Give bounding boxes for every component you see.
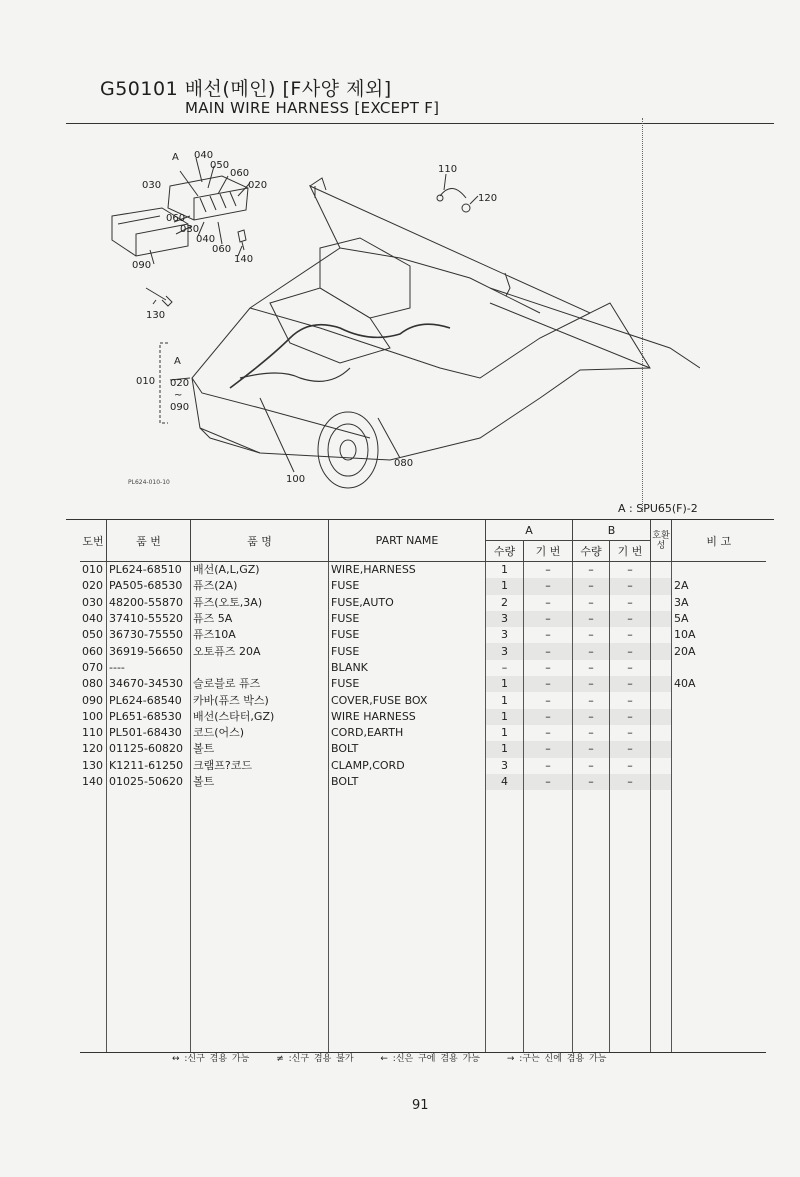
compatibility-mark [651,562,672,579]
basic-model-a: – [524,627,573,643]
empty-cell [107,790,191,1053]
remark [672,660,766,676]
part-number-index: 040 [82,612,103,626]
basic-model-a: – [524,692,573,708]
table-row [80,643,766,659]
part-number: 01025-50620 [107,774,191,790]
compatibility-legend [172,1051,628,1064]
part-name-english: COVER,FUSE BOX [329,692,486,708]
basic-model-b: – [610,660,651,676]
callout-010: 010 [136,376,156,387]
callout-030: 030 [142,180,162,191]
compatibility-mark [651,660,672,676]
basic-model-a: – [524,709,573,725]
callout-130: 130 [146,310,166,321]
part-number: 01125-60820 [107,741,191,757]
callout-020: 020 [248,180,268,191]
basic-model-b: – [610,578,651,594]
col-header-compat: 호환성 [651,520,672,562]
callout-040-b: 040 [196,234,216,245]
quantity-a: 3 [486,611,524,627]
legend-item: ≠ :신구 겸용 불가 [276,1054,354,1064]
quantity-b: – [573,595,610,611]
basic-model-b: – [610,676,651,692]
part-number-index: 090 [82,693,103,707]
vehicle-body-shape [192,186,650,460]
clamp-shape [146,288,172,306]
col-header-basic-b: 기 번 [610,541,651,562]
part-number-index: 080 [82,677,103,691]
part-name-english: FUSE,AUTO [329,595,486,611]
quantity-b: – [573,578,610,594]
part-name-english: BLANK [329,660,486,676]
table-row [80,627,766,643]
part-name-korean: 배선(스타터,GZ) [191,709,329,725]
table-empty-space [80,790,766,1053]
col-header-part-name: PART NAME [329,520,486,562]
part-number-index: 030 [82,595,103,609]
callout-range-sign: ~ [174,390,183,401]
part-name-korean [191,660,329,676]
basic-model-a: – [524,562,573,579]
part-number-index: 130 [82,758,103,772]
empty-cell [486,790,524,1053]
quantity-a: 1 [486,578,524,594]
part-number: 36730-75550 [107,627,191,643]
part-name-english: FUSE [329,643,486,659]
basic-model-b: – [610,595,651,611]
quantity-b: – [573,692,610,708]
callout-050: 050 [210,160,230,171]
basic-model-b: – [610,562,651,579]
part-name-korean: 코드(어스) [191,725,329,741]
remark: 2A [672,578,766,594]
part-number: K1211-61250 [107,758,191,774]
quantity-b: – [573,643,610,659]
part-name-english: FUSE [329,627,486,643]
quantity-a: 1 [486,709,524,725]
figure-reference-code: PL624-010-10 [128,479,170,486]
part-name-korean: 오토퓨즈 20A [191,643,329,659]
callout-020-b: 020 [170,378,190,389]
part-name-korean: 크램프?코드 [191,758,329,774]
remark: 3A [672,595,766,611]
compatibility-mark [651,595,672,611]
part-name-english: WIRE,HARNESS [329,562,486,579]
callout-030-b: 030 [180,224,200,235]
table-row [80,692,766,708]
basic-model-b: – [610,774,651,790]
col-header-qty-a: 수량 [486,541,524,562]
compatibility-mark [651,611,672,627]
callout-100: 100 [286,474,306,485]
part-number: 34670-34530 [107,676,191,692]
table-row [80,562,766,579]
callout-A-top: A [172,152,179,163]
part-name-english: CLAMP,CORD [329,758,486,774]
part-name-korean: 퓨즈(2A) [191,578,329,594]
table-row [80,676,766,692]
col-header-part-no: 품 번 [107,520,191,562]
part-number-index: 050 [82,628,103,642]
quantity-a: 3 [486,627,524,643]
part-name-english: BOLT [329,741,486,757]
callout-120: 120 [478,193,498,204]
table-row [80,774,766,790]
remark [672,774,766,790]
basic-model-a: – [524,578,573,594]
english-title: MAIN WIRE HARNESS [EXCEPT F] [185,99,440,117]
part-number-index: 010 [82,563,103,577]
legend-item: ← :신은 구에 겸용 가능 [380,1054,480,1064]
remark [672,709,766,725]
quantity-a: 1 [486,741,524,757]
quantity-a: 1 [486,725,524,741]
callout-060-b: 060 [166,213,186,224]
wheel-shape [318,412,378,488]
part-name-english: FUSE [329,611,486,627]
empty-cell [524,790,573,1053]
table-row [80,725,766,741]
part-number: ---- [107,660,191,676]
compatibility-mark [651,774,672,790]
legend-item: → :구는 신에 겸용 가능 [506,1054,607,1064]
quantity-b: – [573,758,610,774]
quantity-b: – [573,562,610,579]
page-number: 91 [412,1098,429,1113]
exploded-parts-diagram [110,138,700,498]
callout-090-b: 090 [170,402,190,413]
title-rule [66,123,774,124]
compatibility-mark [651,627,672,643]
quantity-b: – [573,660,610,676]
basic-model-a: – [524,595,573,611]
part-number-index: 140 [82,775,103,788]
wire-harness-shape [230,324,450,388]
remark: 10A [672,627,766,643]
part-number-index: 110 [82,726,103,740]
part-number-index: 020 [82,579,103,593]
table-row [80,660,766,676]
parts-table-body [80,562,766,1053]
basic-model-a: – [524,741,573,757]
callout-060-c: 060 [212,244,232,255]
callout-140: 140 [234,254,254,265]
basic-model-b: – [610,741,651,757]
part-name-english: FUSE [329,676,486,692]
compatibility-mark [651,692,672,708]
empty-cell [80,790,107,1053]
compatibility-mark [651,725,672,741]
part-name-korean: 카바(퓨즈 박스) [191,692,329,708]
table-row [80,741,766,757]
part-name-english: FUSE [329,578,486,594]
callout-090: 090 [132,260,152,271]
basic-model-b: – [610,611,651,627]
col-header-remarks: 비 고 [672,520,766,562]
part-number: PL501-68430 [107,725,191,741]
basic-model-a: – [524,611,573,627]
part-name-korean: 배선(A,L,GZ) [191,562,329,579]
part-number: PA505-68530 [107,578,191,594]
basic-model-b: – [610,709,651,725]
basic-model-a: – [524,758,573,774]
part-number: 48200-55870 [107,595,191,611]
basic-model-b: – [610,627,651,643]
remark: 5A [672,611,766,627]
compatibility-mark [651,709,672,725]
vehicle-wiring-illustration [110,138,700,498]
empty-cell [329,790,486,1053]
basic-model-a: – [524,643,573,659]
part-name-korean: 볼트 [191,741,329,757]
col-header-no: 도번 [80,520,107,562]
table-row [80,758,766,774]
remark [672,562,766,579]
basic-model-a: – [524,660,573,676]
part-number-index: 120 [82,742,103,756]
compatibility-mark [651,578,672,594]
part-number-index: 070 [82,660,103,674]
remark: 40A [672,676,766,692]
part-name-korean: 슬로블로 퓨즈 [191,676,329,692]
empty-cell [651,790,672,1053]
callout-080: 080 [394,458,414,469]
callout-A-group: A [174,356,181,367]
part-name-english: WIRE HARNESS [329,709,486,725]
part-number: PL651-68530 [107,709,191,725]
basic-model-a: – [524,774,573,790]
col-header-group-a: A [486,520,573,541]
empty-cell [672,790,766,1053]
quantity-b: – [573,709,610,725]
model-applicability-note: A : SPU65(F)-2 [618,502,698,515]
remark [672,692,766,708]
part-name-korean: 퓨즈(오토,3A) [191,595,329,611]
part-number: 37410-55520 [107,611,191,627]
part-name-english: CORD,EARTH [329,725,486,741]
empty-cell [573,790,610,1053]
compatibility-mark [651,643,672,659]
part-number-index: 060 [82,644,103,658]
part-number-index: 100 [82,709,103,723]
quantity-a: 4 [486,774,524,790]
quantity-a: 3 [486,643,524,659]
callout-110: 110 [438,164,458,175]
empty-cell [610,790,651,1053]
basic-model-b: – [610,643,651,659]
quantity-b: – [573,741,610,757]
part-name-korean: 볼트 [191,774,329,790]
basic-model-b: – [610,692,651,708]
quantity-b: – [573,676,610,692]
part-number: PL624-68540 [107,692,191,708]
table-row [80,709,766,725]
quantity-a: 3 [486,758,524,774]
callout-040: 040 [194,150,214,161]
compatibility-mark [651,741,672,757]
compatibility-mark [651,758,672,774]
quantity-a: 2 [486,595,524,611]
quantity-a: 1 [486,692,524,708]
quantity-b: – [573,627,610,643]
quantity-a: 1 [486,562,524,579]
table-row [80,578,766,594]
remark: 20A [672,643,766,659]
remark [672,741,766,757]
part-number: 36919-56650 [107,643,191,659]
table-row [80,611,766,627]
part-number: PL624-68510 [107,562,191,579]
empty-cell [191,790,329,1053]
legend-item: ↔ :신구 겸용 가능 [172,1054,250,1064]
callout-060: 060 [230,168,250,179]
quantity-b: – [573,611,610,627]
table-row [80,595,766,611]
parts-list-table [80,520,766,1053]
col-header-group-b: B [573,520,651,541]
remark [672,725,766,741]
compatibility-mark [651,676,672,692]
col-header-qty-b: 수량 [573,541,610,562]
basic-model-b: – [610,725,651,741]
col-header-name-kr: 품 명 [191,520,329,562]
quantity-a: – [486,660,524,676]
col-header-basic-a: 기 번 [524,541,573,562]
basic-model-a: – [524,725,573,741]
basic-model-a: – [524,676,573,692]
quantity-a: 1 [486,676,524,692]
part-name-english: BOLT [329,774,486,790]
catalog-code-title: G50101 배선(메인) [F사양 제외] [100,78,392,100]
remark [672,758,766,774]
quantity-b: – [573,774,610,790]
part-name-korean: 퓨즈 5A [191,611,329,627]
part-name-korean: 퓨즈10A [191,627,329,643]
basic-model-b: – [610,758,651,774]
quantity-b: – [573,725,610,741]
